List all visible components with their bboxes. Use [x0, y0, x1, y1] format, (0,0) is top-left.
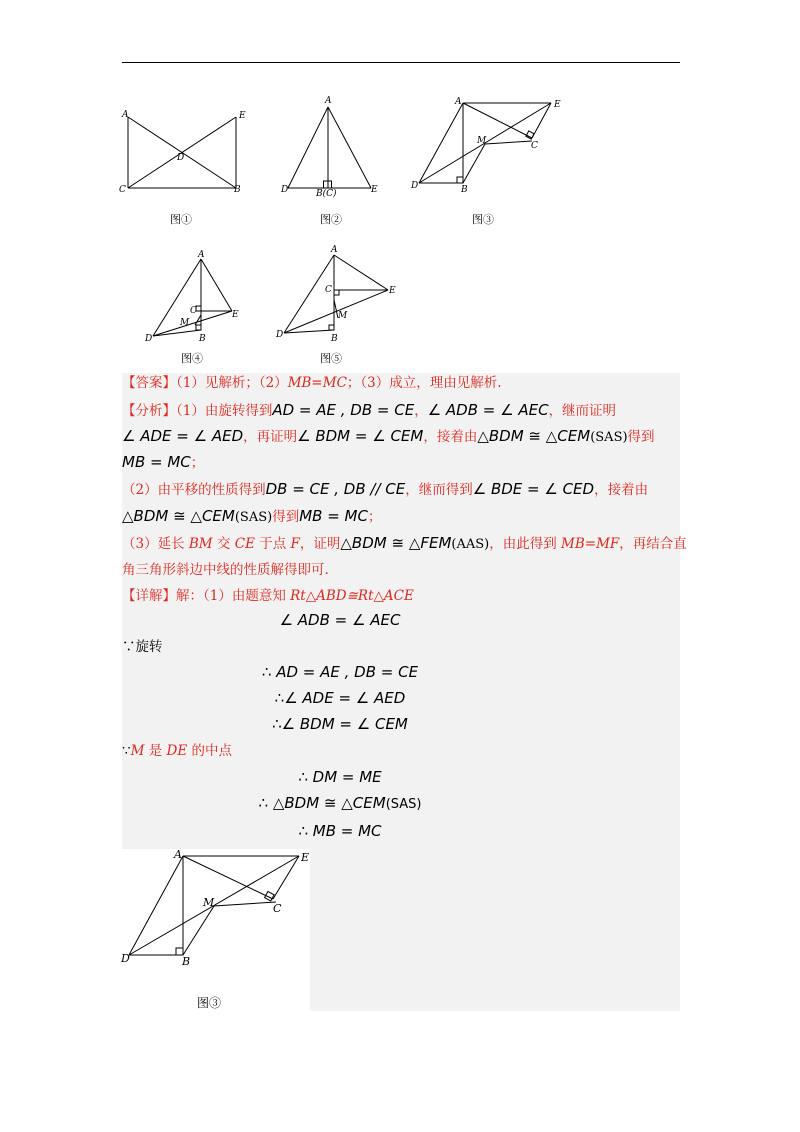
- analysis-text: ，继而得到: [405, 482, 473, 498]
- fig4-label-B: B: [199, 334, 206, 344]
- detail-text: 是: [144, 743, 167, 759]
- math-expr: (SAS): [590, 430, 628, 445]
- math-expr: MB = MC: [122, 453, 191, 471]
- fig3b-label-D: D: [121, 952, 130, 965]
- fig2-caption: 图②: [320, 213, 342, 226]
- analysis-text: 角三角形斜边中线的性质解得即可.: [122, 562, 329, 578]
- analysis-text: ，证明: [299, 536, 341, 552]
- fig5-label-C: C: [325, 285, 332, 295]
- fig3b-label-A: A: [174, 848, 182, 861]
- fig3-label-D: D: [411, 181, 419, 191]
- equation-3: ∴∠ ADE = ∠ AED: [274, 689, 406, 707]
- equation-5: ∴ DM = ME: [298, 768, 382, 786]
- analysis-text: 交: [212, 536, 235, 552]
- fig2-label-D: D: [281, 185, 289, 195]
- fig3-label-M: M: [477, 136, 487, 146]
- math-expr: (AAS): [451, 537, 490, 552]
- equation-2: ∴ AD = AE , DB = CE: [261, 663, 419, 681]
- fig1-label-B: B: [234, 185, 241, 195]
- fig4-label-D: D: [145, 334, 153, 344]
- analysis-text: ，接着由: [423, 429, 478, 445]
- analysis-var: CE: [234, 536, 255, 552]
- fig5-label-E: E: [389, 286, 396, 296]
- analysis-text: ，: [414, 403, 428, 419]
- fig3-caption: 图③: [472, 213, 494, 226]
- fig5-label-A: A: [331, 245, 338, 255]
- because-symbol: ∵: [122, 743, 131, 759]
- math-expr: DB = CE , DB // CE: [265, 480, 406, 498]
- math-expr: △BDM ≅ △FEM: [340, 534, 452, 552]
- detail-var: Rt△ABD≅Rt△ACE: [290, 588, 414, 604]
- analysis-var: MB=MF: [561, 536, 620, 552]
- fig3-label-C: C: [531, 141, 538, 151]
- analysis-var: BM: [188, 536, 213, 552]
- math-expr: △BDM ≅ △CEM: [477, 427, 591, 445]
- fig4-label-C: C: [190, 306, 197, 316]
- answer-text2: ；（3）成立，理由见解析.: [346, 375, 502, 391]
- math-expr: △BDM ≅ △CEM: [122, 507, 235, 525]
- math-expr: ∠ ADE = ∠ AED: [122, 427, 244, 445]
- analysis-var: F: [290, 536, 300, 552]
- analysis-text: ，继而证明: [548, 403, 617, 419]
- detail-text: 解：（1）由题意知: [176, 588, 291, 604]
- fig3b-label-M: M: [203, 896, 215, 909]
- answer-text: （1）见解析；（2）: [176, 375, 288, 391]
- fig4-label-M: M: [180, 318, 190, 328]
- answer-mbmc: MB=MC: [287, 375, 347, 391]
- fig5-caption: 图⑤: [320, 352, 342, 365]
- detail-var: M: [130, 743, 145, 759]
- fig2-label-BC: B(C): [316, 189, 337, 199]
- math-expr: ∠ ADB = ∠ AEC: [427, 401, 549, 419]
- analysis-text: ；: [190, 455, 205, 471]
- answer-tag: 【答案】: [122, 375, 176, 391]
- analysis-text: ，接着由: [594, 482, 649, 498]
- fig5-label-B: B: [331, 334, 338, 344]
- analysis-text: 得到: [272, 509, 300, 525]
- fig1-caption: 图①: [170, 213, 192, 226]
- analysis-text: （3）延长: [122, 536, 189, 552]
- fig1-label-D: D: [177, 153, 185, 163]
- analysis-text: （1）由旋转得到: [176, 403, 273, 419]
- math-expr: (SAS): [385, 797, 422, 812]
- analysis-tag: 【分析】: [122, 403, 176, 419]
- detail-text: 的中点: [187, 743, 232, 759]
- analysis-text: ，再结合直: [619, 536, 687, 552]
- analysis-text: 于点: [254, 536, 291, 552]
- analysis-text: ，再证明: [243, 429, 298, 445]
- fig3b-label-E: E: [301, 851, 310, 864]
- fig4-label-A: A: [198, 250, 205, 260]
- because-rotation: ∵旋转: [122, 639, 163, 655]
- detail-tag: 【详解】: [122, 588, 176, 604]
- fig2-label-E: E: [371, 185, 378, 195]
- analysis-text: 得到: [627, 429, 655, 445]
- equation-7: ∴ MB = MC: [298, 822, 382, 840]
- fig3-label-E: E: [554, 100, 561, 110]
- math-expr: ∴ △BDM ≅ △CEM: [258, 794, 386, 812]
- equation-1: ∠ ADB = ∠ AEC: [279, 611, 401, 629]
- fig1-label-A: A: [122, 110, 129, 120]
- fig3b-label-C: C: [273, 902, 282, 915]
- analysis-text: ，由此得到: [489, 536, 562, 552]
- fig3b-caption: 图③: [197, 996, 222, 1010]
- fig3-label-B: B: [461, 185, 468, 195]
- fig4-label-E: E: [232, 310, 239, 320]
- analysis-text: （2）由平移的性质得到: [122, 482, 266, 498]
- fig5-label-D: D: [276, 330, 284, 340]
- detail-var: DE: [166, 743, 188, 759]
- fig1-label-C: C: [119, 185, 126, 195]
- fig2-label-A: A: [325, 96, 332, 106]
- math-expr: MB = MC: [299, 507, 368, 525]
- fig1-label-E: E: [239, 111, 246, 121]
- math-expr: ∠ BDM = ∠ CEM: [297, 427, 424, 445]
- fig3-label-A: A: [455, 97, 462, 107]
- analysis-text: ；: [367, 509, 382, 525]
- math-expr: (SAS): [234, 510, 273, 525]
- math-expr: AD = AE , DB = CE: [272, 401, 415, 419]
- fig3b-label-B: B: [182, 955, 191, 968]
- equation-4: ∴∠ BDM = ∠ CEM: [272, 715, 408, 733]
- math-expr: ∠ BDE = ∠ CED: [472, 480, 595, 498]
- fig4-caption: 图④: [181, 352, 203, 365]
- fig5-label-M: M: [338, 311, 348, 321]
